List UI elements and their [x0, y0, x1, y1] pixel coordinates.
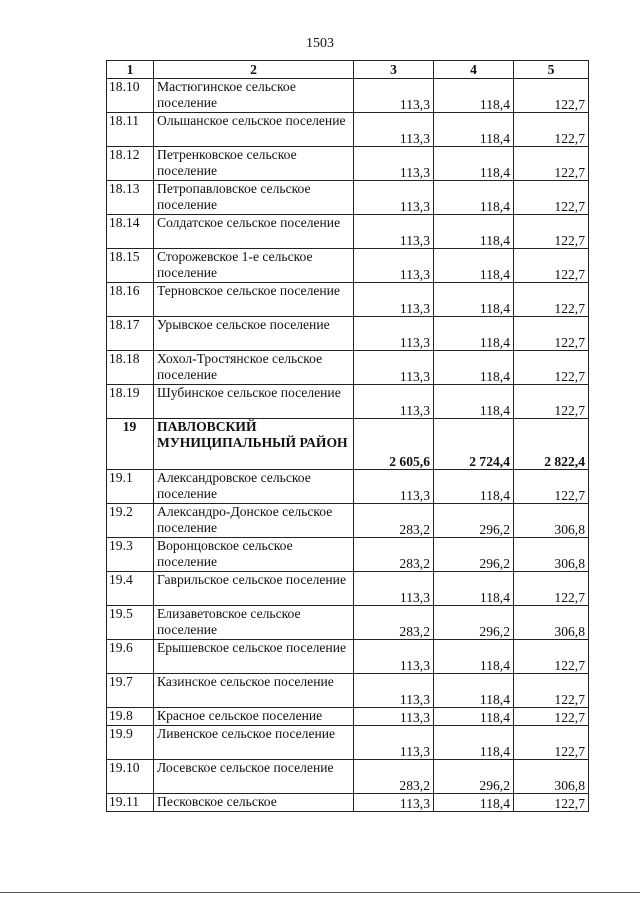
row-value-col3: 113,3 [354, 640, 434, 674]
table-row [107, 760, 589, 794]
row-value-col5: 122,7 [514, 215, 589, 249]
row-value-col3: 113,3 [354, 147, 434, 181]
table-row [107, 215, 589, 249]
row-number: 18.18 [107, 351, 154, 385]
row-number: 18.16 [107, 283, 154, 317]
row-value-col5: 306,8 [514, 606, 589, 640]
header-col-4: 4 [434, 61, 514, 79]
row-value-col4: 118,4 [434, 181, 514, 215]
table-row [107, 538, 589, 572]
row-number: 19.6 [107, 640, 154, 674]
row-name: Воронцовское сельское поселение [154, 538, 354, 572]
row-value-col4: 118,4 [434, 113, 514, 147]
row-number: 18.13 [107, 181, 154, 215]
table-row [107, 640, 589, 674]
row-value-col5: 122,7 [514, 640, 589, 674]
row-value-col3: 113,3 [354, 708, 434, 726]
row-value-col5: 122,7 [514, 385, 589, 419]
row-name: Урывское сельское поселение [154, 317, 354, 351]
row-name: Ливенское сельское поселение [154, 726, 354, 760]
row-number: 19 [107, 419, 154, 470]
row-name: Петропавловское сельское поселение [154, 181, 354, 215]
row-value-col5: 122,7 [514, 726, 589, 760]
row-name: Александровское сельское поселение [154, 470, 354, 504]
row-name: Сторожевское 1-е сельское поселение [154, 249, 354, 283]
row-value-col3: 113,3 [354, 317, 434, 351]
table-row [107, 794, 589, 812]
table-row [107, 726, 589, 760]
row-number: 18.15 [107, 249, 154, 283]
table-row [107, 249, 589, 283]
table-row [107, 419, 589, 470]
row-value-col3: 113,3 [354, 215, 434, 249]
table-row [107, 113, 589, 147]
row-name: Терновское сельское поселение [154, 283, 354, 317]
row-number: 18.19 [107, 385, 154, 419]
row-value-col3: 113,3 [354, 113, 434, 147]
row-value-col4: 118,4 [434, 79, 514, 113]
page-footer-rule [0, 892, 640, 893]
row-number: 19.3 [107, 538, 154, 572]
row-name: Ерышевское сельское поселение [154, 640, 354, 674]
row-value-col5: 122,7 [514, 113, 589, 147]
row-value-col5: 122,7 [514, 674, 589, 708]
table-row [107, 674, 589, 708]
table-row [107, 79, 589, 113]
row-value-col4: 118,4 [434, 470, 514, 504]
row-value-col5: 306,8 [514, 760, 589, 794]
row-name: Красное сельское поселение [154, 708, 354, 726]
header-col-5: 5 [514, 61, 589, 79]
row-value-col3: 113,3 [354, 79, 434, 113]
row-number: 19.11 [107, 794, 154, 812]
row-value-col4: 296,2 [434, 538, 514, 572]
table-row [107, 317, 589, 351]
row-value-col3: 283,2 [354, 538, 434, 572]
table-row [107, 470, 589, 504]
row-number: 18.11 [107, 113, 154, 147]
row-value-col3: 113,3 [354, 351, 434, 385]
page-number: 1503 [306, 36, 334, 51]
table-row [107, 606, 589, 640]
row-value-col4: 118,4 [434, 572, 514, 606]
row-number: 18.12 [107, 147, 154, 181]
row-value-col4: 118,4 [434, 283, 514, 317]
row-number: 19.5 [107, 606, 154, 640]
row-value-col5: 122,7 [514, 470, 589, 504]
row-name: Хохол-Тростянское сельское поселение [154, 351, 354, 385]
row-name: Александро-Донское сельское поселение [154, 504, 354, 538]
row-value-col3: 113,3 [354, 726, 434, 760]
row-name: Солдатское сельское поселение [154, 215, 354, 249]
table-row [107, 147, 589, 181]
table-row [107, 572, 589, 606]
row-value-col4: 296,2 [434, 760, 514, 794]
row-value-col5: 122,7 [514, 249, 589, 283]
row-value-col4: 118,4 [434, 674, 514, 708]
row-number: 19.8 [107, 708, 154, 726]
row-value-col5: 122,7 [514, 181, 589, 215]
row-value-col4: 2 724,4 [434, 419, 514, 470]
row-number: 19.1 [107, 470, 154, 504]
row-number: 18.14 [107, 215, 154, 249]
row-value-col5: 122,7 [514, 283, 589, 317]
row-value-col5: 306,8 [514, 504, 589, 538]
row-name: Шубинское сельское поселение [154, 385, 354, 419]
row-value-col5: 306,8 [514, 538, 589, 572]
row-value-col4: 118,4 [434, 726, 514, 760]
row-number: 19.9 [107, 726, 154, 760]
budget-table [106, 60, 589, 812]
row-value-col4: 118,4 [434, 317, 514, 351]
row-name: ПАВЛОВСКИЙ МУНИЦИПАЛЬНЫЙ РАЙОН [154, 419, 354, 470]
header-col-2: 2 [154, 61, 354, 79]
row-value-col3: 283,2 [354, 606, 434, 640]
row-value-col4: 118,4 [434, 794, 514, 812]
row-value-col5: 122,7 [514, 147, 589, 181]
row-value-col5: 122,7 [514, 572, 589, 606]
row-name: Лосевское сельское поселение [154, 760, 354, 794]
table-row [107, 181, 589, 215]
row-value-col5: 2 822,4 [514, 419, 589, 470]
row-value-col3: 113,3 [354, 572, 434, 606]
row-number: 18.10 [107, 79, 154, 113]
row-name: Казинское сельское поселение [154, 674, 354, 708]
table-row [107, 351, 589, 385]
row-value-col3: 283,2 [354, 760, 434, 794]
row-value-col3: 113,3 [354, 674, 434, 708]
row-value-col4: 118,4 [434, 351, 514, 385]
row-value-col3: 113,3 [354, 794, 434, 812]
row-value-col5: 122,7 [514, 708, 589, 726]
row-number: 19.2 [107, 504, 154, 538]
row-value-col4: 118,4 [434, 249, 514, 283]
row-value-col4: 296,2 [434, 504, 514, 538]
table-row [107, 708, 589, 726]
table-header-row [107, 61, 589, 79]
row-name: Мастюгинское сельское поселение [154, 79, 354, 113]
row-value-col4: 118,4 [434, 215, 514, 249]
row-name: Елизаветовское сельское поселение [154, 606, 354, 640]
row-value-col3: 113,3 [354, 283, 434, 317]
row-value-col5: 122,7 [514, 351, 589, 385]
table-row [107, 283, 589, 317]
row-value-col5: 122,7 [514, 794, 589, 812]
row-number: 19.4 [107, 572, 154, 606]
row-value-col3: 283,2 [354, 504, 434, 538]
row-value-col4: 118,4 [434, 640, 514, 674]
table-row [107, 504, 589, 538]
row-value-col5: 122,7 [514, 317, 589, 351]
row-value-col4: 118,4 [434, 147, 514, 181]
row-value-col3: 2 605,6 [354, 419, 434, 470]
row-value-col3: 113,3 [354, 181, 434, 215]
row-name: Песковское сельское [154, 794, 354, 812]
row-value-col4: 118,4 [434, 385, 514, 419]
row-value-col3: 113,3 [354, 385, 434, 419]
table-row [107, 385, 589, 419]
header-col-3: 3 [354, 61, 434, 79]
row-value-col3: 113,3 [354, 470, 434, 504]
row-value-col4: 296,2 [434, 606, 514, 640]
row-number: 18.17 [107, 317, 154, 351]
header-col-1: 1 [107, 61, 154, 79]
row-number: 19.7 [107, 674, 154, 708]
row-name: Петренковское сельское поселение [154, 147, 354, 181]
row-value-col5: 122,7 [514, 79, 589, 113]
row-name: Гаврильское сельское поселение [154, 572, 354, 606]
row-number: 19.10 [107, 760, 154, 794]
row-value-col3: 113,3 [354, 249, 434, 283]
row-value-col4: 118,4 [434, 708, 514, 726]
row-name: Ольшанское сельское поселение [154, 113, 354, 147]
